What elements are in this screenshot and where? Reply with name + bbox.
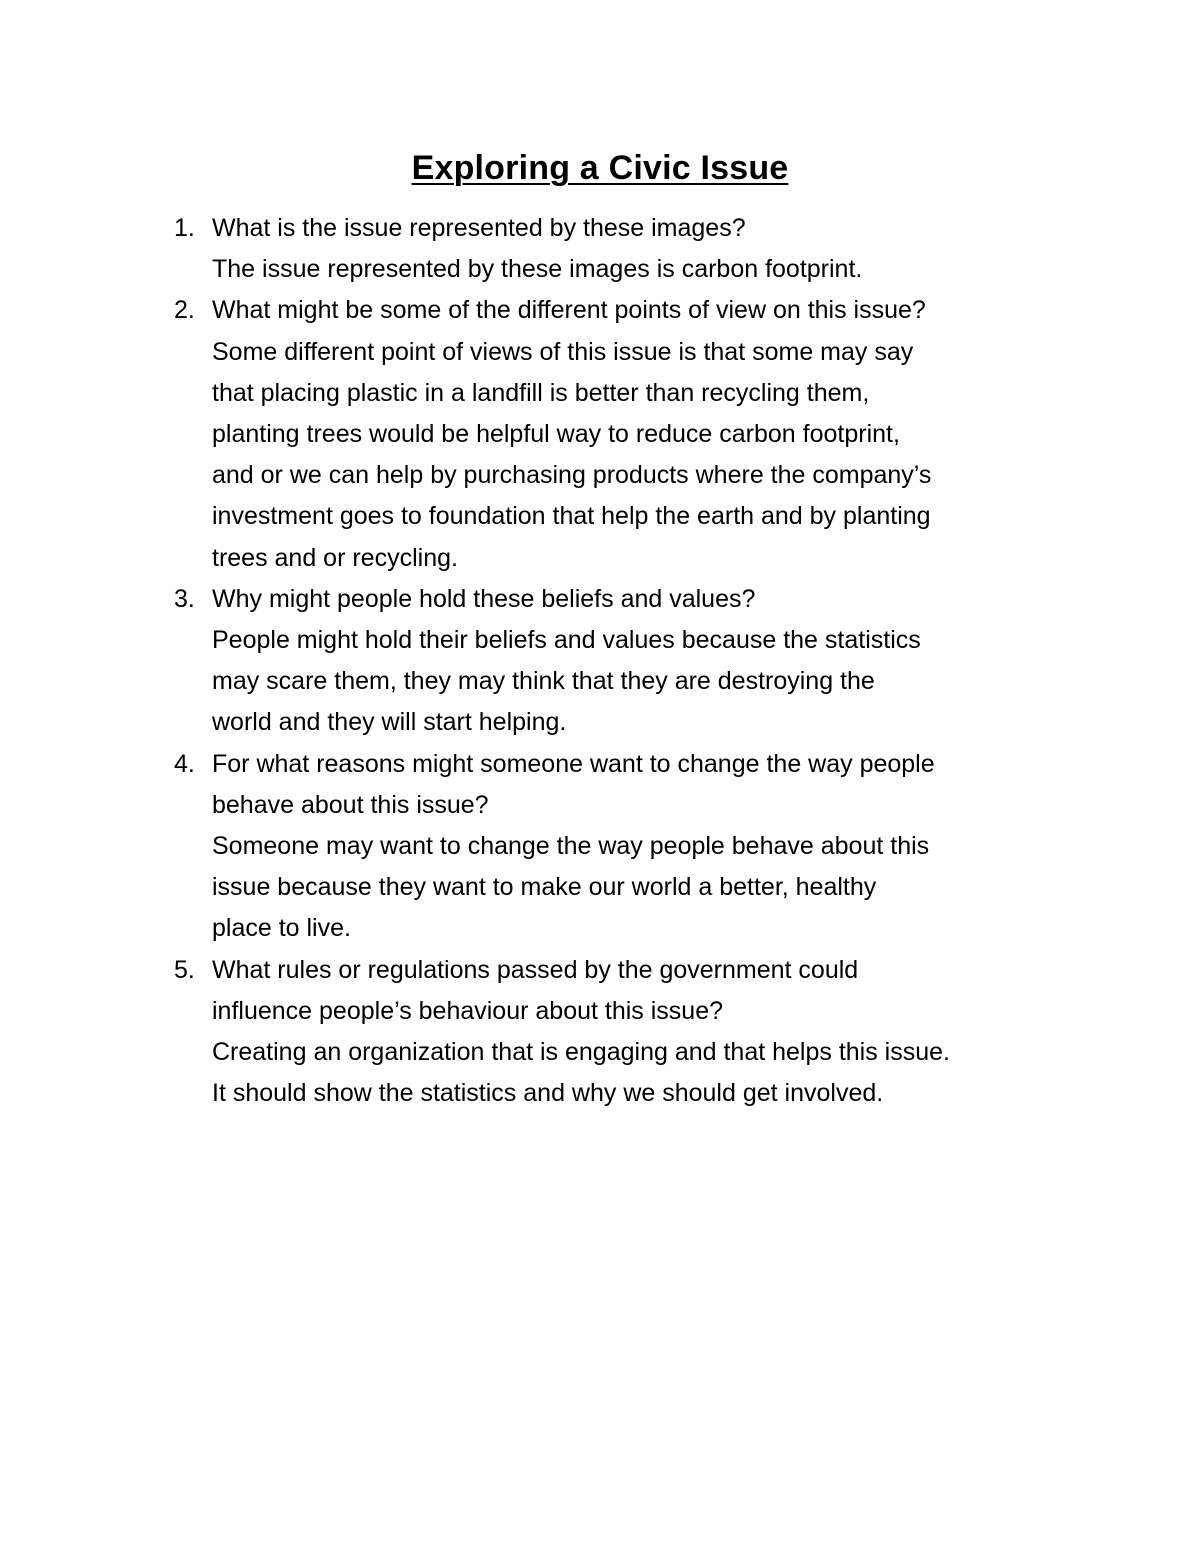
question-item-5 <box>174 950 1074 1115</box>
question-item-1 <box>174 208 1074 290</box>
answer-text: Some different point of views of this issue is that some may say that placing plastic in a landfill is better than recycling them, planting trees would be helpful way to reduce carbon footprint, and or we can help by purchasing products where the company’s investment goes to foundation that help the earth and by planting trees and or recycling. <box>212 337 932 572</box>
question-text: For what reasons might someone want to change the way people behave about this issue? <box>212 749 935 819</box>
question-number: 1. <box>174 214 195 242</box>
question-text: What might be some of the different points of view on this issue? <box>212 296 926 325</box>
question-number: 2. <box>174 296 195 325</box>
question-number: 5. <box>174 955 195 984</box>
question-text: Why might people hold these beliefs and values? <box>212 584 756 613</box>
answer-text: Creating an organization that is engaging and that helps this issue. It should show the statistics and why we should get involved. <box>212 1038 950 1108</box>
question-item-3 <box>174 579 1074 744</box>
question-item-4 <box>174 744 1074 950</box>
document-title: Exploring a Civic Issue <box>411 149 789 187</box>
question-text: What is the issue represented by these images? <box>212 214 746 242</box>
answer-text: People might hold their beliefs and values because the statistics may scare them, they may think that they are destroying the world and they will start helping. <box>212 626 921 737</box>
question-number: 4. <box>174 749 195 778</box>
answer-text: The issue represented by these images is carbon footprint. <box>212 255 863 284</box>
question-number: 3. <box>174 584 195 613</box>
answer-text: Someone may want to change the way people behave about this issue because they want to make our world a better, healthy place to live. <box>212 832 930 943</box>
question-list <box>174 208 1074 1114</box>
question-item-2 <box>174 290 1074 578</box>
question-text: What rules or regulations passed by the government could influence people’s behaviour about this issue? <box>212 955 859 1025</box>
